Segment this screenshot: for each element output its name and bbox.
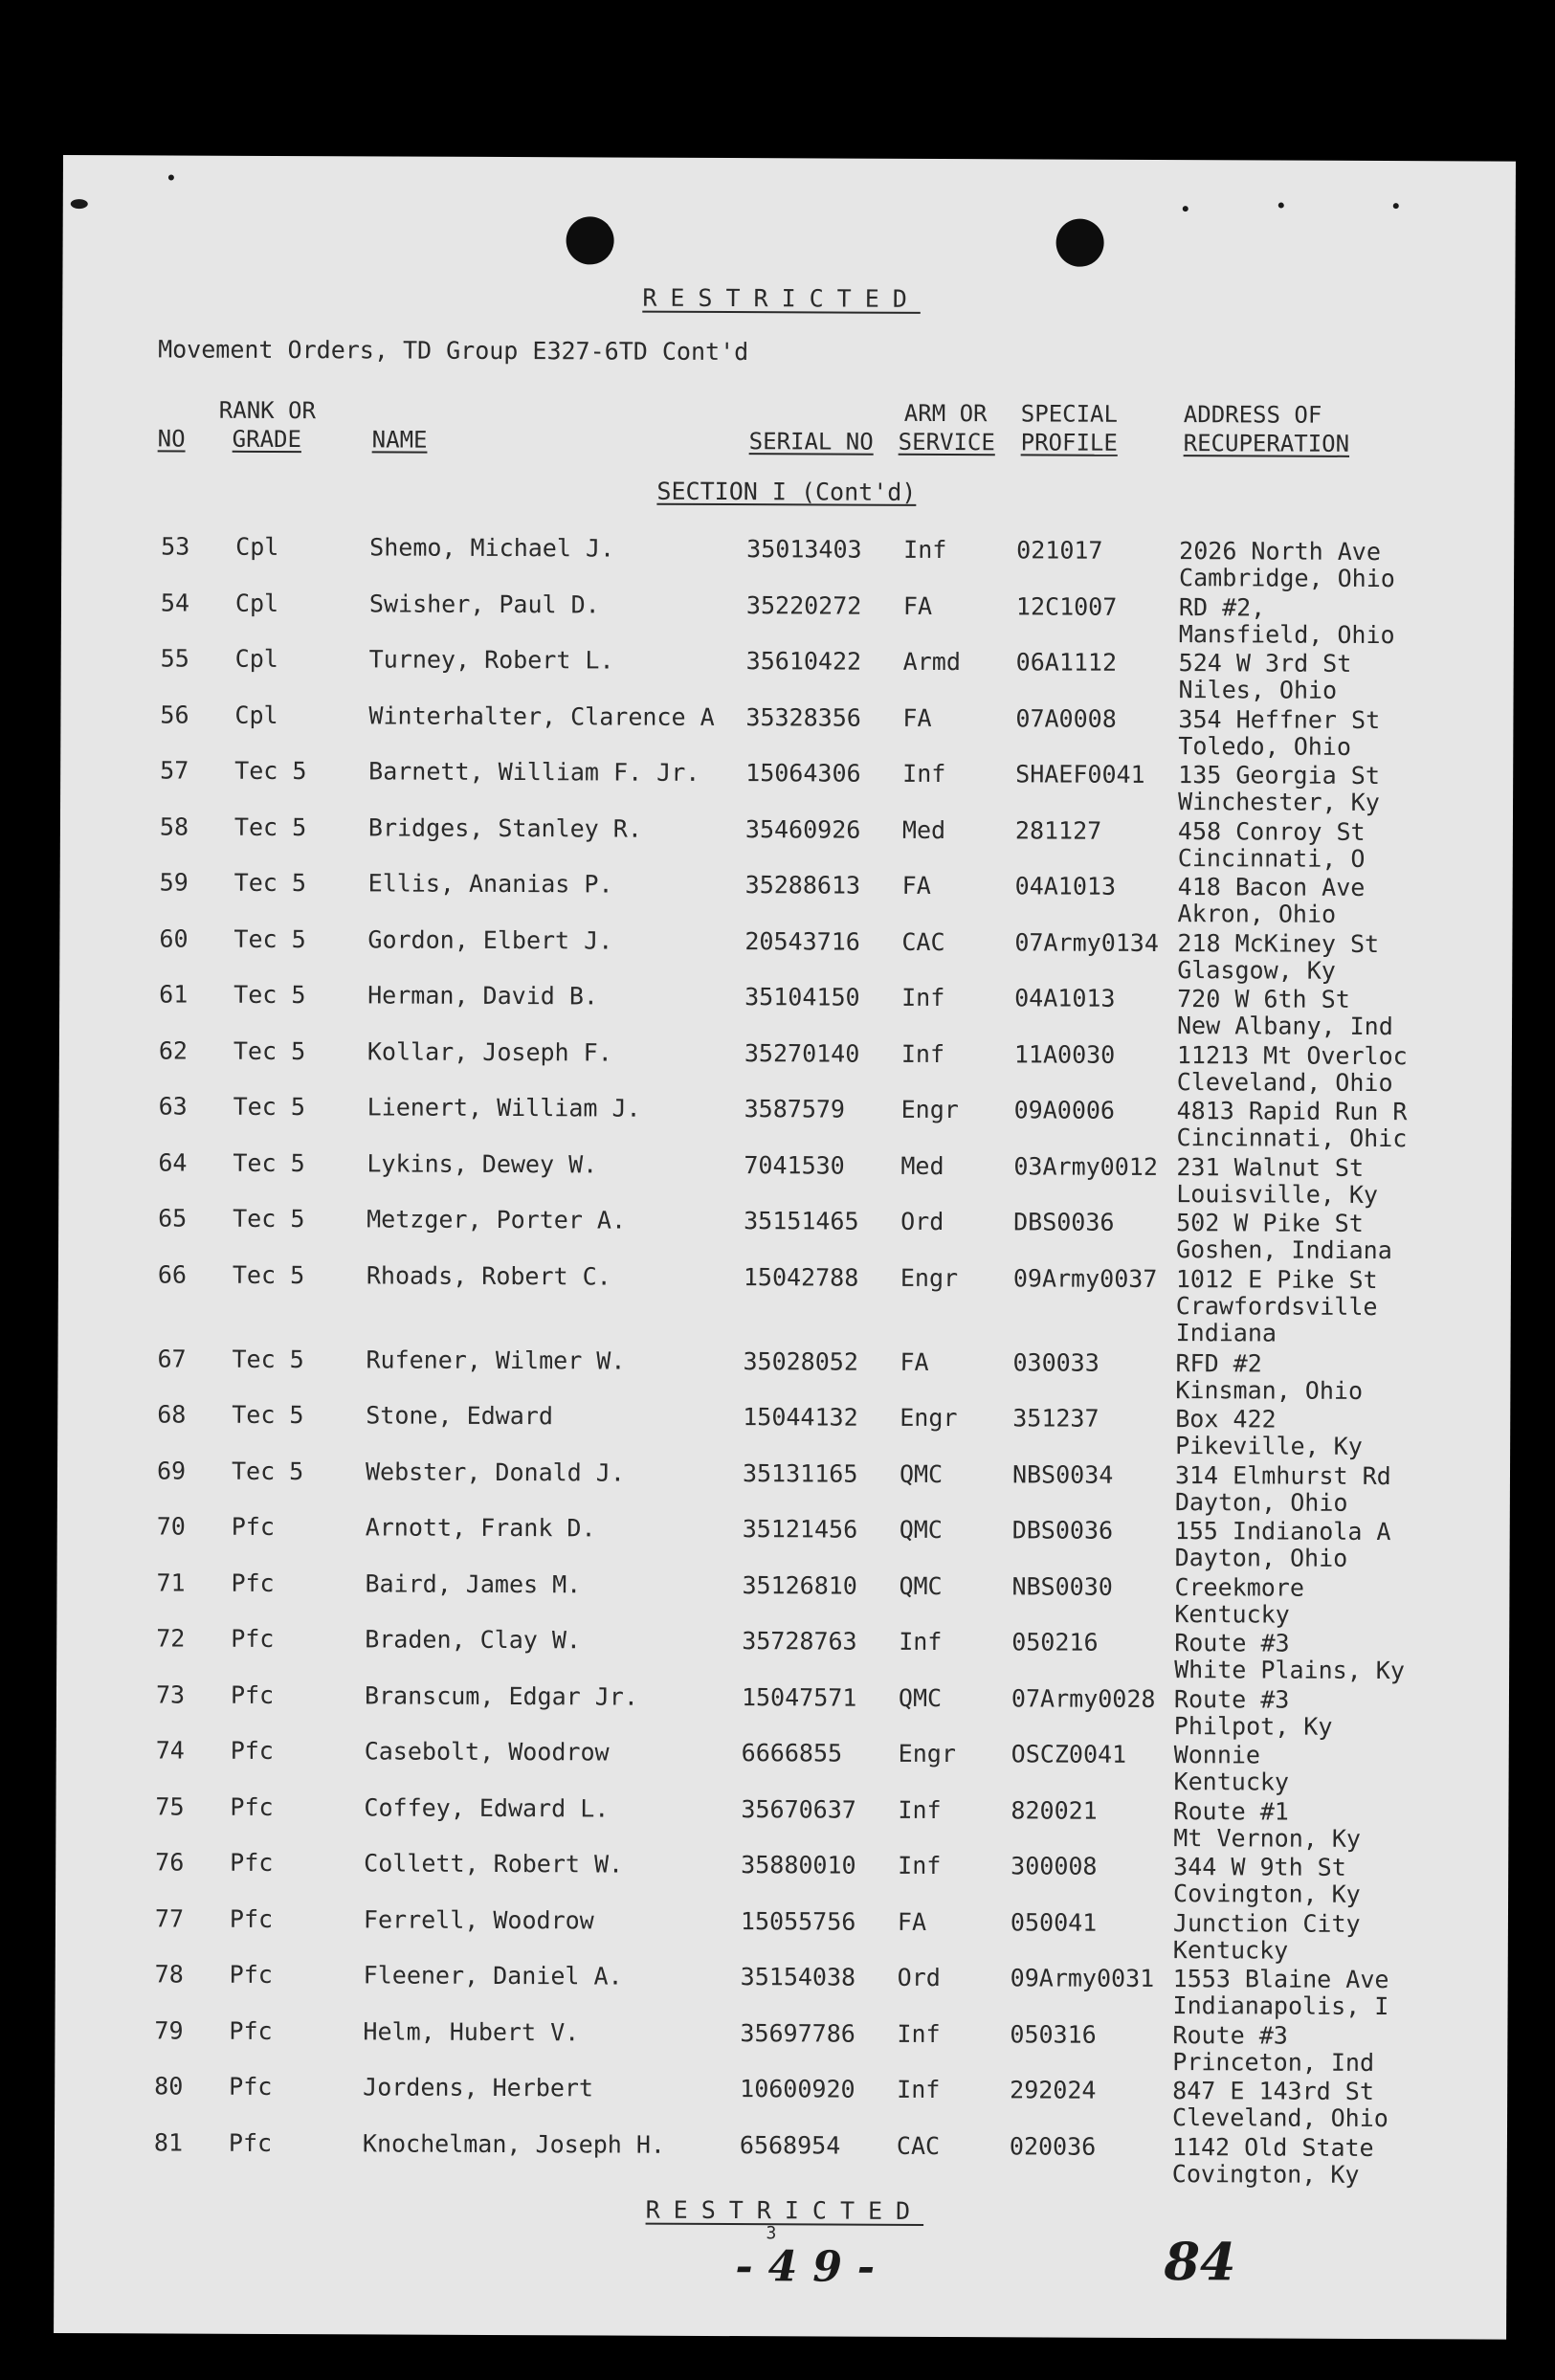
row-rank: Cpl [234,644,278,673]
row-name: Turney, Robert L. [368,645,614,675]
row-address-line: Creekmore [1174,1572,1305,1602]
row-number: 63 [158,1092,188,1121]
row-arm: QMC [899,1515,943,1545]
row-address-line: 1012 E Pike St [1175,1264,1378,1294]
row-address-line: Pikeville, Ky [1175,1432,1363,1460]
row-address-line: Route #3 [1173,1684,1290,1714]
row-serial: 35104150 [744,983,860,1012]
row-address-line: Route #3 [1174,1629,1290,1657]
row-profile: 04A1013 [1014,872,1117,901]
row-arm: Inf [899,1627,943,1657]
row-profile: 06A1112 [1015,648,1118,677]
row-rank: Pfc [229,1960,273,1989]
row-rank: Pfc [229,2016,273,2045]
table-row [61,532,1514,594]
row-name: Branscum, Edgar Jr. [364,1680,639,1711]
row-address-line: Goshen, Indiana [1175,1235,1392,1265]
row-number: 68 [157,1400,187,1429]
column-header-address-line2: RECUPERATION [1183,430,1350,457]
row-arm: FA [900,1347,929,1376]
row-name: Rufener, Wilmer W. [366,1345,626,1375]
row-profile: 292024 [1010,2076,1097,2104]
table-row [61,588,1514,650]
row-profile: 09Army0031 [1010,1964,1155,1992]
row-name: Lykins, Dewey W. [367,1148,598,1178]
row-profile: 04A1013 [1014,984,1116,1012]
row-serial: 15055756 [740,1906,856,1936]
table-row [58,1092,1511,1154]
page-number-handwritten: -49- [735,2242,891,2292]
row-address-line: White Plains, Ky [1174,1656,1405,1685]
row-address-line: 1142 Old State [1171,2132,1374,2162]
row-address-line: Route #3 [1172,2020,1288,2050]
row-name: Gordon, Elbert J. [367,924,613,955]
row-arm: Engr [898,1739,957,1768]
row-arm: Engr [900,1263,959,1292]
row-serial: 35013403 [746,535,862,564]
row-rank: Pfc [230,1792,274,1821]
row-arm: Inf [900,1039,945,1068]
row-serial: 35728763 [742,1627,857,1656]
row-address-line: Indianapolis, I [1172,1991,1389,2021]
row-serial: 35121456 [742,1515,858,1544]
row-profile: NBS0030 [1011,1571,1113,1601]
row-address-line: RFD #2 [1175,1348,1262,1377]
table-row [56,1848,1508,1910]
row-address-line: Akron, Ohio [1177,900,1337,928]
table-row [56,1960,1508,2022]
row-address-line: Princeton, Ind [1172,2047,1375,2077]
row-address-line: Covington, Ky [1171,2159,1360,2189]
row-profile: 09Army0037 [1012,1263,1158,1293]
row-address-line: 847 E 143rd St [1172,2077,1374,2105]
row-address-line: 155 Indianola A [1174,1517,1391,1546]
table-row [59,1035,1512,1098]
row-arm: Armd [902,647,961,677]
row-address-line: 524 W 3rd St [1178,649,1352,678]
row-arm: Inf [901,983,945,1012]
row-profile: 050041 [1010,1907,1098,1937]
table-row [55,2015,1507,2078]
row-profile: 050316 [1010,2019,1097,2049]
section-title: SECTION I (Cont'd) [656,477,917,506]
paper-speck [71,199,88,209]
table-row [56,1679,1509,1742]
table-row [56,1791,1508,1854]
row-address-line: 218 McKiney St [1177,928,1380,958]
row-name: Ferrell, Woodrow [363,1904,594,1934]
row-address-line: 11213 Mt Overloc [1176,1040,1408,1070]
row-name: Webster, Donald J. [365,1457,625,1487]
row-arm: Engr [900,1403,958,1433]
table-row [59,868,1512,930]
row-address-line: Cleveland, Ohio [1176,1067,1393,1097]
row-arm: FA [901,871,931,900]
row-number: 73 [155,1679,186,1709]
row-arm: Inf [897,2019,941,2048]
row-rank: Pfc [231,1512,275,1541]
row-serial: 15044132 [743,1403,858,1432]
row-address-line: Cleveland, Ohio [1172,2103,1388,2133]
row-address-line: Kentucky [1173,1768,1290,1796]
row-profile: 030033 [1012,1347,1100,1377]
footer-small-number: 3 [766,2223,777,2244]
table-row [56,1736,1509,1798]
row-serial: 35154038 [740,1963,856,1991]
row-name: Kollar, Joseph F. [367,1036,612,1067]
row-address-line: 458 Conroy St [1177,816,1366,846]
row-address-line: 135 Georgia St [1178,761,1380,790]
row-address-line: Toledo, Ohio [1178,731,1352,761]
row-address-line: Niles, Ohio [1178,676,1338,704]
row-number: 61 [159,980,189,1009]
row-serial: 35670637 [741,1794,856,1824]
paper-speck [1278,203,1284,209]
row-number: 78 [154,1960,184,1989]
table-row [60,812,1513,874]
row-number: 55 [160,644,189,673]
row-profile: SHAEF0041 [1015,760,1145,789]
column-header-rank-line2: GRADE [232,425,302,454]
row-profile: 020036 [1009,2131,1097,2161]
row-name: Metzger, Porter A. [367,1205,627,1234]
row-address-line: 2026 North Ave [1179,537,1381,567]
row-address-line: Louisville, Ky [1176,1179,1379,1209]
row-name: Fleener, Daniel A. [363,1961,623,1991]
row-name: Stone, Edward [366,1401,553,1431]
table-row [58,1147,1511,1210]
table-row [56,1568,1509,1630]
column-header-special-line1: SPECIAL [1020,400,1119,428]
row-name: Helm, Hubert V. [363,2016,580,2046]
row-name: Winterhalter, Clarence A [368,701,715,731]
row-profile: 820021 [1011,1795,1098,1825]
row-address-line: Cincinnati, O [1177,843,1366,873]
row-number: 70 [156,1512,186,1541]
row-serial: 35697786 [740,2018,855,2048]
handwritten-sheet-number: 84 [1164,2231,1236,2293]
row-name: Bridges, Stanley R. [367,812,642,843]
row-name: Ellis, Ananias P. [367,869,613,899]
row-serial: 35151465 [744,1207,859,1235]
row-serial: 15064306 [745,759,861,788]
row-address-line: 354 Heffner St [1178,704,1381,734]
row-number: 54 [160,588,190,617]
row-number: 53 [161,532,190,561]
row-rank: Tec 5 [233,1036,306,1065]
row-profile: 03Army0012 [1013,1151,1158,1181]
table-row [57,1400,1510,1462]
row-address-line: Mansfield, Ohio [1178,619,1395,649]
row-number: 58 [159,812,189,841]
table-row [60,700,1513,762]
row-number: 76 [155,1848,185,1877]
row-rank: Tec 5 [233,812,307,841]
row-name: Braden, Clay W. [365,1625,582,1655]
row-arm: Med [900,1151,944,1180]
row-rank: Pfc [230,1736,274,1765]
row-arm: CAC [901,927,945,956]
row-address-line: Mt Vernon, Ky [1173,1823,1362,1853]
row-profile: 12C1007 [1015,591,1118,621]
row-arm: QMC [899,1459,944,1488]
punch-hole-left [566,216,614,264]
row-address-line: Dayton, Ohio [1174,1487,1348,1517]
row-address-line: 344 W 9th St [1173,1853,1346,1881]
row-profile: 281127 [1014,815,1102,845]
row-profile: 07A0008 [1015,703,1117,733]
row-rank: Tec 5 [233,1148,305,1177]
table-row [58,1204,1511,1266]
row-profile: 09A0006 [1013,1096,1116,1124]
row-name: Coffey, Edward L. [364,1792,610,1823]
row-address-line: 720 W 6th St [1177,985,1350,1013]
row-serial: 3587579 [744,1095,846,1123]
row-rank: Tec 5 [232,1345,304,1373]
row-profile: NBS0034 [1011,1459,1114,1489]
paper-speck [168,174,174,180]
column-header-special-line2: PROFILE [1020,429,1118,456]
row-number: 77 [154,1903,185,1933]
row-arm: Ord [897,1963,941,1992]
row-address-line: Junction City [1172,1908,1361,1938]
column-header-arm-line1: ARM OR [903,399,988,428]
paper-speck [1183,206,1188,211]
row-address-line: Cincinnati, Ohic [1176,1123,1408,1153]
row-number: 75 [155,1791,185,1821]
row-arm: QMC [899,1571,943,1600]
row-address-line: Box 422 [1175,1405,1277,1434]
row-name: Shemo, Michael J. [369,533,615,563]
row-name: Herman, David B. [367,981,599,1011]
row-address-line: New Albany, Ind [1176,1012,1393,1041]
document-subtitle: Movement Orders, TD Group E327-6TD Cont'd [158,335,749,367]
column-header-rank-line1: RANK OR [218,396,317,425]
row-rank: Pfc [230,1848,274,1877]
table-row [56,1624,1509,1686]
table-row [59,923,1512,986]
row-arm: CAC [896,2131,941,2160]
row-number: 79 [154,2015,184,2045]
row-address-line: Kinsman, Ohio [1175,1375,1364,1405]
row-rank: Tec 5 [233,924,306,953]
row-serial: 7041530 [744,1150,845,1180]
row-number: 81 [153,2127,184,2157]
row-name: Rhoads, Robert C. [366,1260,611,1291]
row-serial: 6666855 [741,1739,843,1768]
row-rank: Cpl [235,532,279,561]
row-arm: Engr [900,1095,959,1124]
row-rank: Tec 5 [233,1092,305,1122]
row-rank: Tec 5 [231,1457,304,1485]
row-name: Jordens, Herbert [363,2073,594,2102]
row-rank: Tec 5 [232,1260,305,1289]
row-rank: Tec 5 [233,1204,305,1234]
column-header-serial: SERIAL NO [748,428,874,456]
row-serial: 35220272 [745,590,862,620]
row-address-line: RD #2, [1178,592,1266,621]
row-address-line: Winchester, Ky [1178,788,1380,817]
row-serial: 35131165 [742,1458,858,1488]
row-address-line: 418 Bacon Ave [1177,873,1366,901]
paper-speck [1393,203,1399,209]
row-address-line: Dayton, Ohio [1174,1544,1348,1572]
row-address-line: Kentucky [1172,1935,1289,1965]
row-serial: 35270140 [744,1038,860,1068]
row-number: 59 [159,868,189,897]
row-arm: FA [897,1907,927,1936]
row-rank: Pfc [229,1904,274,1933]
row-serial: 35460926 [744,814,861,844]
row-serial: 35028052 [743,1346,858,1376]
row-profile: DBS0036 [1013,1208,1115,1236]
row-rank: Cpl [234,701,278,729]
table-row [57,1344,1510,1406]
row-profile: 300008 [1011,1852,1098,1880]
row-name: Collett, Robert W. [364,1849,624,1879]
row-address-line: 4813 Rapid Run R [1176,1097,1408,1126]
row-address-line: 314 Elmhurst Rd [1174,1460,1391,1490]
row-number: 64 [158,1147,188,1177]
row-number: 67 [157,1344,187,1373]
row-name: Lienert, William J. [367,1093,641,1123]
row-number: 80 [154,2072,184,2101]
row-address-line: Wonnie [1173,1741,1261,1769]
row-address-line: Covington, Ky [1173,1880,1361,1908]
row-number: 57 [160,756,189,785]
row-serial: 35880010 [741,1851,856,1880]
row-rank: Pfc [228,2128,273,2157]
row-number: 66 [157,1259,188,1289]
row-arm: Inf [898,1795,942,1824]
row-serial: 15047571 [741,1682,857,1712]
row-rank: Pfc [229,2072,273,2101]
row-profile: DBS0036 [1011,1516,1114,1545]
row-serial: 6568954 [739,2130,841,2160]
row-arm: Inf [903,535,947,565]
row-number: 69 [156,1456,187,1485]
row-rank: Tec 5 [233,868,307,898]
row-serial: 35610422 [745,647,862,676]
row-rank: Tec 5 [234,756,307,786]
table-row [57,1456,1510,1518]
row-serial: 35288613 [744,871,861,900]
classification-header: RESTRICTED [642,283,921,313]
row-profile: OSCZ0041 [1011,1740,1127,1768]
classification-footer: RESTRICTED [645,2195,924,2225]
row-arm: Inf [897,2075,941,2104]
row-arm: Inf [898,1851,942,1880]
row-serial: 35126810 [742,1570,857,1600]
row-name: Swisher, Paul D. [368,589,600,618]
row-profile: 07Army0134 [1014,927,1159,957]
table-row [59,980,1512,1042]
row-arm: Ord [900,1207,944,1236]
row-number: 72 [156,1624,186,1653]
row-number: 74 [155,1736,185,1765]
row-address-line: Glasgow, Ky [1177,955,1336,985]
row-profile: 11A0030 [1013,1039,1116,1069]
table-row [58,1259,1511,1347]
row-number: 65 [158,1204,188,1233]
row-name: Casebolt, Woodrow [364,1737,610,1767]
row-number: 71 [156,1568,186,1597]
table-row [60,756,1513,818]
row-address-line: Philpot, Ky [1173,1711,1333,1741]
row-name: Barnett, William F. Jr. [368,757,700,787]
row-rank: Tec 5 [232,1400,304,1430]
row-address-line: Crawfordsville [1175,1291,1378,1321]
row-number: 62 [158,1035,189,1065]
document-page [54,155,1516,2340]
row-address-line: 231 Walnut St [1176,1152,1365,1182]
row-rank: Cpl [234,589,279,617]
table-row [61,644,1514,706]
row-profile: 050216 [1011,1628,1099,1657]
row-number: 60 [159,923,189,953]
row-arm: QMC [898,1683,943,1712]
table-row [55,2072,1507,2134]
row-address-line: Indiana [1175,1318,1277,1347]
column-header-name: NAME [371,426,428,454]
row-serial: 20543716 [744,926,860,956]
row-rank: Tec 5 [233,980,306,1010]
table-row [55,2127,1507,2190]
row-profile: 021017 [1016,536,1103,565]
column-header-address-line1: ADDRESS OF [1183,401,1322,429]
row-address-line: Route #1 [1173,1796,1289,1826]
column-header-arm-line2: SERVICE [898,428,995,456]
table-row [56,1903,1508,1966]
row-arm: FA [902,591,933,620]
row-rank: Pfc [231,1624,275,1653]
row-name: Arnott, Frank D. [365,1513,596,1543]
punch-hole-right [1056,219,1104,267]
row-address-line: 1553 Blaine Ave [1172,1965,1389,1994]
row-serial: 10600920 [740,2075,855,2103]
row-serial: 15042788 [743,1262,859,1292]
row-name: Knochelman, Joseph H. [362,2128,666,2159]
row-name: Baird, James M. [365,1568,582,1598]
column-header-no: NO [157,425,186,453]
row-address-line: 502 W Pike St [1176,1209,1364,1237]
row-rank: Pfc [230,1680,275,1709]
row-number: 56 [160,700,189,729]
row-serial: 35328356 [745,702,861,732]
row-arm: Inf [902,759,946,789]
row-rank: Pfc [231,1568,275,1597]
table-row [57,1512,1510,1574]
row-address-line: Kentucky [1174,1599,1290,1629]
row-profile: 07Army0028 [1011,1683,1156,1713]
row-arm: Med [901,815,946,844]
row-arm: FA [902,703,932,732]
row-profile: 351237 [1012,1404,1100,1433]
row-address-line: Cambridge, Ohio [1179,564,1395,593]
